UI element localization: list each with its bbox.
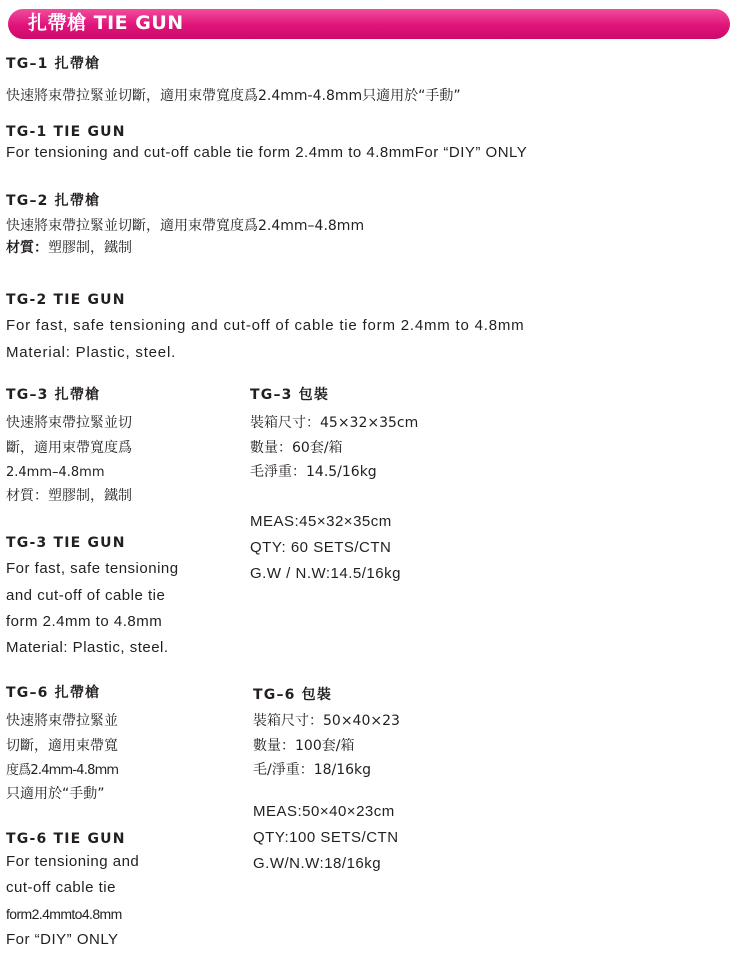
page-title: 扎帶槍 TIE GUN [28,12,184,34]
tg3-en-line-1: For fast, safe tensioning [6,560,179,577]
tg6-en-line-1: For tensioning and [6,853,140,870]
tg6-pack-heading: TG–6 包裝 [253,687,333,703]
tg6-pack-cn-line-1: 裝箱尺寸：50×40×23 [253,713,400,729]
tg1-en-description: For tensioning and cut-off cable tie form 2.4mm to 4.8mmFor “DIY” ONLY [6,144,528,161]
tg1-en-heading: TG-1 TIE GUN [6,124,126,140]
tg3-pack-cn-line-1: 裝箱尺寸：45×32×35cm [250,415,419,431]
tg6-pack-en-line-3: G.W/N.W:18/16kg [253,855,382,872]
tg3-cn-line-4: 材質：塑膠制，鐵制 [6,488,132,504]
tg2-cn-heading: TG–2 扎帶槍 [6,193,101,209]
tg2-cn-material-value: 塑膠制，鐵制 [48,240,132,256]
tg3-en-line-3: form 2.4mm to 4.8mm [6,613,163,630]
tg2-en-material: Material: Plastic, steel. [6,344,177,361]
tg3-cn-line-2: 斷，適用束帶寬度爲 [6,440,132,456]
tg3-pack-heading: TG–3 包裝 [250,387,330,403]
tg3-pack-en-line-2: QTY: 60 SETS/CTN [250,539,392,556]
tg3-pack-cn-line-2: 數量：60套/箱 [250,440,343,456]
tg6-en-heading: TG-6 TIE GUN [6,831,126,847]
title-banner [8,9,730,39]
tg3-pack-en-line-3: G.W / N.W:14.5/16kg [250,565,401,582]
tg6-pack-en-line-2: QTY:100 SETS/CTN [253,829,399,846]
tg2-cn-material-label: 材質： [6,240,48,256]
tg6-cn-heading: TG–6 扎帶槍 [6,685,101,701]
tg2-cn-description: 快速將束帶拉緊並切斷，適用束帶寬度爲2.4mm–4.8mm [6,218,365,234]
tg3-en-line-2: and cut-off of cable tie [6,587,166,604]
tg3-cn-heading: TG–3 扎帶槍 [6,387,101,403]
tg6-en-line-3: form2.4mmto4.8mm [6,906,122,922]
tg2-cn-material [6,241,132,255]
tg6-cn-line-2: 切斷，適用束帶寬 [6,738,118,754]
tg3-en-line-4: Material: Plastic, steel. [6,639,169,656]
tg3-cn-line-1: 快速將束帶拉緊並切 [6,415,132,431]
tg6-cn-line-1: 快速將束帶拉緊並 [6,713,118,729]
tg1-cn-heading: TG–1 扎帶槍 [6,56,101,72]
tg3-cn-line-3: 2.4mm–4.8mm [6,465,105,480]
tg2-en-heading: TG-2 TIE GUN [6,292,126,308]
tg3-pack-cn-line-3: 毛淨重：14.5/16kg [250,464,377,480]
tg6-en-line-4: For “DIY” ONLY [6,931,119,948]
tg2-en-description: For fast, safe tensioning and cut-off of cable tie form 2.4mm to 4.8mm [6,317,525,334]
tg6-pack-cn-line-3: 毛/淨重：18/16kg [253,762,372,778]
tg6-en-line-2: cut-off cable tie [6,879,116,896]
tg6-pack-en-line-1: MEAS:50×40×23cm [253,803,395,820]
tg6-pack-cn-line-2: 數量：100套/箱 [253,738,355,754]
tg6-cn-line-3: 度爲2.4mm-4.8mm [6,763,119,778]
tg3-pack-en-line-1: MEAS:45×32×35cm [250,513,392,530]
tg1-cn-description: 快速將束帶拉緊並切斷，適用束帶寬度爲2.4mm-4.8mm只適用於“手動” [6,88,461,104]
tg3-en-heading: TG-3 TIE GUN [6,535,126,551]
tg6-cn-line-4: 只適用於“手動” [6,786,105,802]
